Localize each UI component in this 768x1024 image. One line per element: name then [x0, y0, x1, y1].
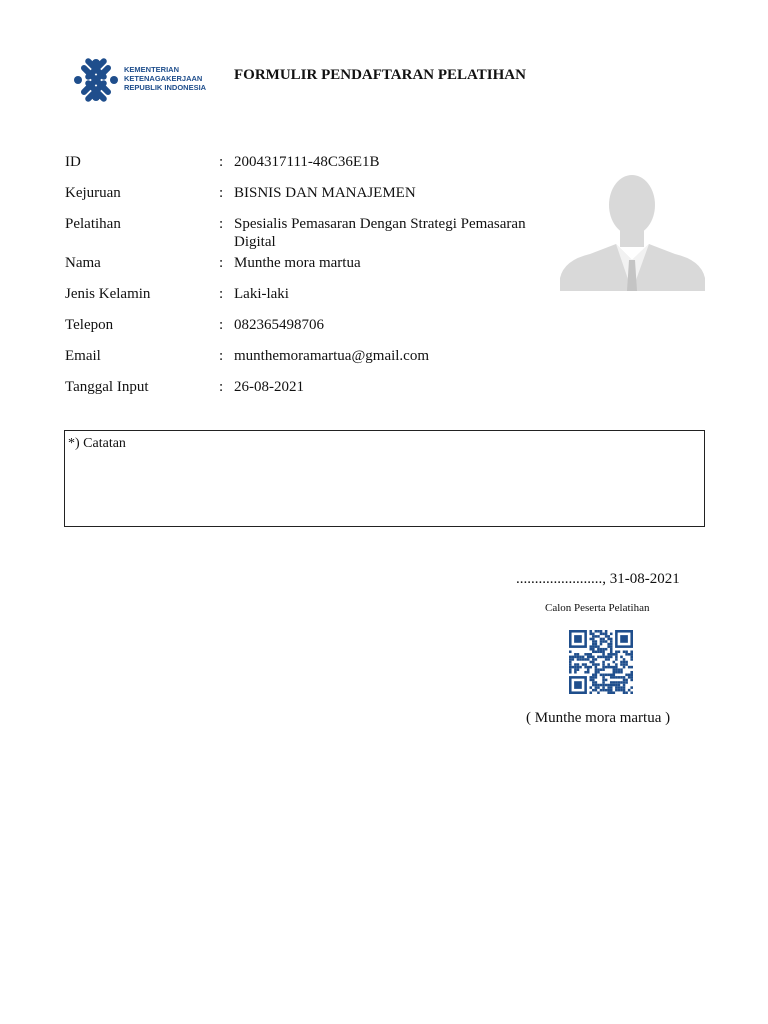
field-value: Laki-laki: [234, 286, 289, 302]
logo-line: REPUBLIK INDONESIA: [124, 83, 207, 92]
signer-name: ( Munthe mora martua ): [526, 710, 671, 726]
field-label: ID: [65, 154, 81, 170]
field-value: 26-08-2021: [234, 379, 304, 395]
field-value: Munthe mora martua: [234, 255, 361, 271]
qr-code-icon: [567, 630, 635, 694]
signature-role: Calon Peserta Pelatihan: [545, 602, 650, 614]
field-label: Kejuruan: [65, 185, 121, 201]
signature-date: ......................., 31-08-2021: [516, 571, 680, 587]
field-label: Email: [65, 348, 101, 364]
field-separator: :: [219, 348, 224, 364]
field-value: 082365498706: [234, 317, 324, 333]
field-separator: :: [219, 154, 224, 170]
field-label: Telepon: [65, 317, 114, 333]
field-value: Spesialis Pemasaran Dengan Strategi Pemasaran Digital: [234, 216, 526, 250]
logo-line: KETENAGAKERJAAN: [124, 74, 203, 83]
field-label: Pelatihan: [65, 216, 121, 232]
logo-text: [124, 65, 206, 92]
field-separator: :: [219, 255, 224, 271]
notes-box: [64, 430, 705, 527]
notes-label: *) Catatan: [68, 436, 126, 451]
field-label: Jenis Kelamin: [65, 286, 151, 302]
field-label: Tanggal Input: [65, 379, 149, 395]
field-separator: :: [219, 317, 224, 333]
field-separator: :: [219, 216, 224, 232]
field-separator: :: [219, 185, 224, 201]
logo-line: KEMENTERIAN: [124, 65, 180, 74]
field-value: 2004317111-48C36E1B: [234, 154, 380, 170]
profile-photo-placeholder-icon: [560, 160, 705, 291]
field-separator: :: [219, 286, 224, 302]
field-value: BISNIS DAN MANAJEMEN: [234, 185, 416, 201]
page-title: FORMULIR PENDAFTARAN PELATIHAN: [234, 67, 526, 83]
field-separator: :: [219, 379, 224, 395]
field-label: Nama: [65, 255, 101, 271]
field-value: munthemoramartua@gmail.com: [234, 348, 430, 364]
